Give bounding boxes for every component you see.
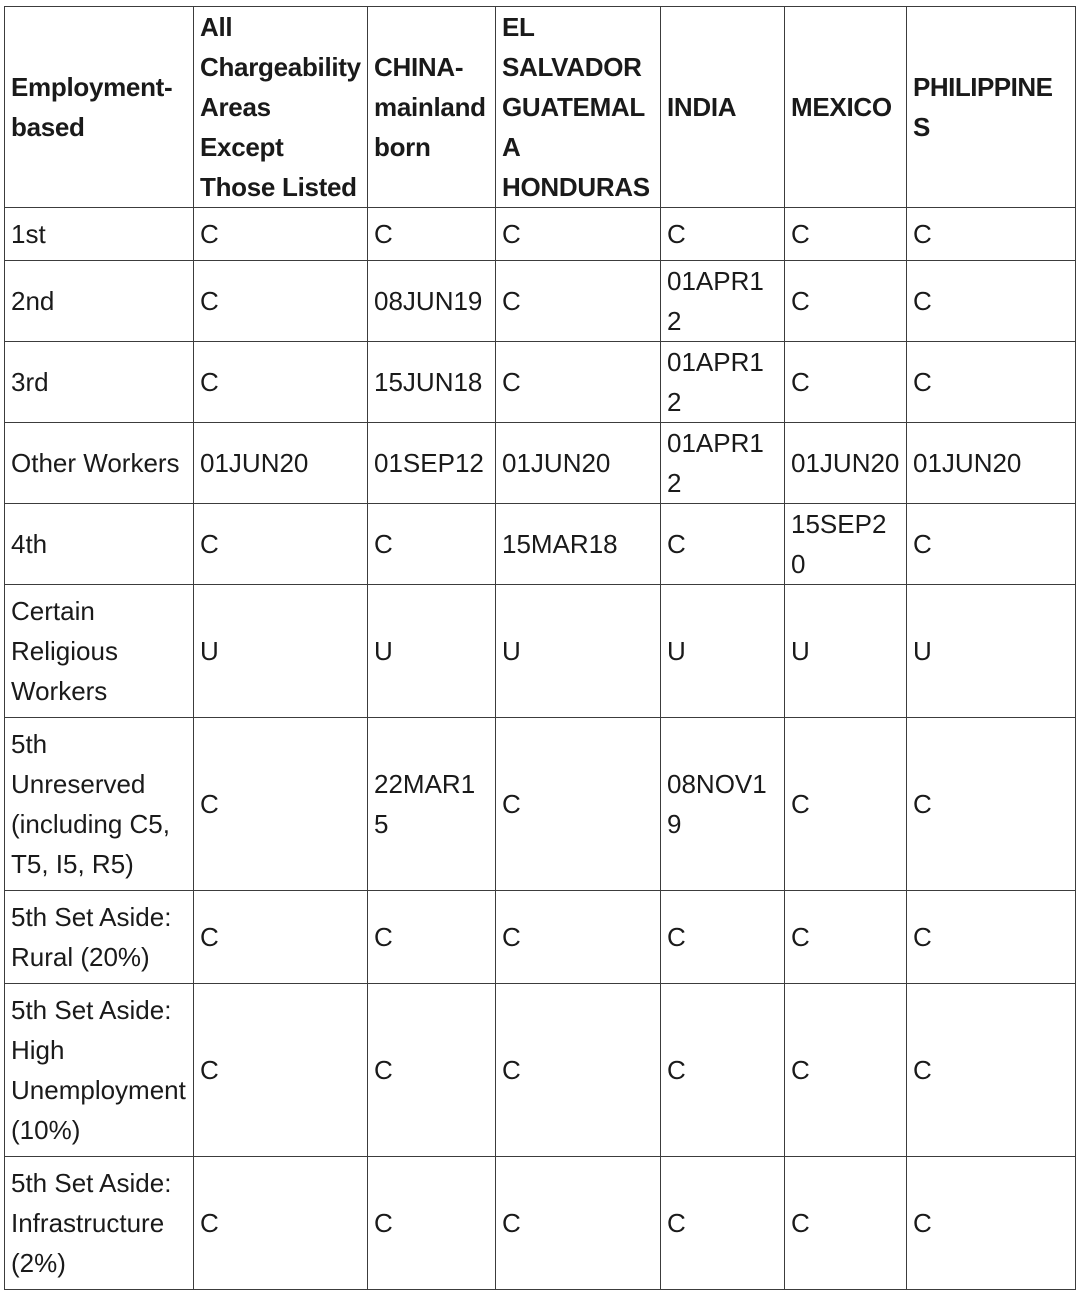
header-employment-based: Employment-based bbox=[5, 7, 194, 208]
table-cell: U bbox=[661, 585, 785, 718]
table-cell: C bbox=[194, 504, 368, 585]
visa-bulletin-table bbox=[4, 6, 1076, 1290]
table-cell: C bbox=[661, 1157, 785, 1290]
table-cell: C bbox=[496, 208, 661, 261]
table-cell: C bbox=[194, 208, 368, 261]
table-cell: C bbox=[907, 342, 1076, 423]
table-cell: 15MAR18 bbox=[496, 504, 661, 585]
table-cell: 01JUN20 bbox=[496, 423, 661, 504]
table-cell: C bbox=[496, 261, 661, 342]
header-mexico: MEXICO bbox=[785, 7, 907, 208]
table-cell: U bbox=[368, 585, 496, 718]
table-cell: C bbox=[785, 1157, 907, 1290]
header-row bbox=[5, 7, 1076, 208]
table-cell: C bbox=[194, 261, 368, 342]
table-cell: 08JUN19 bbox=[368, 261, 496, 342]
table-cell: C bbox=[496, 891, 661, 984]
table-row bbox=[5, 1157, 1076, 1290]
row-label: 5th Set Aside: High Unemployment (10%) bbox=[5, 984, 194, 1157]
table-cell: C bbox=[661, 984, 785, 1157]
table-cell: 15JUN18 bbox=[368, 342, 496, 423]
table-cell: 01APR12 bbox=[661, 342, 785, 423]
row-label: Certain Religious Workers bbox=[5, 585, 194, 718]
table-cell: C bbox=[194, 984, 368, 1157]
table-row bbox=[5, 423, 1076, 504]
table-cell: 01APR12 bbox=[661, 261, 785, 342]
row-label: 5th Set Aside: Infrastructure (2%) bbox=[5, 1157, 194, 1290]
table-cell: C bbox=[907, 718, 1076, 891]
table-cell: C bbox=[496, 1157, 661, 1290]
table-cell: C bbox=[194, 891, 368, 984]
table-cell: C bbox=[907, 891, 1076, 984]
table-row bbox=[5, 261, 1076, 342]
row-label: 2nd bbox=[5, 261, 194, 342]
header-india: INDIA bbox=[661, 7, 785, 208]
table-row bbox=[5, 208, 1076, 261]
table-cell: C bbox=[785, 261, 907, 342]
table-row bbox=[5, 984, 1076, 1157]
table-cell: C bbox=[785, 891, 907, 984]
table-cell: C bbox=[907, 984, 1076, 1157]
table-cell: U bbox=[496, 585, 661, 718]
row-label: 3rd bbox=[5, 342, 194, 423]
header-philippines: PHILIPPINES bbox=[907, 7, 1076, 208]
table-cell: C bbox=[194, 718, 368, 891]
table-row bbox=[5, 504, 1076, 585]
table-row bbox=[5, 891, 1076, 984]
table-cell: C bbox=[368, 504, 496, 585]
table-cell: U bbox=[785, 585, 907, 718]
table-cell: C bbox=[785, 718, 907, 891]
table-cell: 01JUN20 bbox=[785, 423, 907, 504]
table-cell: U bbox=[194, 585, 368, 718]
table-cell: C bbox=[907, 208, 1076, 261]
table-cell: C bbox=[368, 984, 496, 1157]
table-cell: C bbox=[496, 984, 661, 1157]
table-cell: C bbox=[785, 984, 907, 1157]
table-cell: C bbox=[661, 891, 785, 984]
table-cell: 01SEP12 bbox=[368, 423, 496, 504]
header-china: CHINA-mainland born bbox=[368, 7, 496, 208]
table-cell: C bbox=[496, 718, 661, 891]
table-cell: U bbox=[907, 585, 1076, 718]
header-all-chargeability: All Chargeability Areas Except Those Listed bbox=[194, 7, 368, 208]
table-cell: 01APR12 bbox=[661, 423, 785, 504]
row-label: 1st bbox=[5, 208, 194, 261]
table-cell: 22MAR15 bbox=[368, 718, 496, 891]
table-row bbox=[5, 718, 1076, 891]
table-cell: C bbox=[661, 504, 785, 585]
table-cell: 08NOV19 bbox=[661, 718, 785, 891]
table-row bbox=[5, 342, 1076, 423]
table-cell: C bbox=[907, 504, 1076, 585]
table-cell: 01JUN20 bbox=[194, 423, 368, 504]
table-cell: C bbox=[907, 1157, 1076, 1290]
table-row bbox=[5, 585, 1076, 718]
header-el-salvador: EL SALVADOR GUATEMALA HONDURAS bbox=[496, 7, 661, 208]
row-label: 5th Set Aside: Rural (20%) bbox=[5, 891, 194, 984]
row-label: Other Workers bbox=[5, 423, 194, 504]
table-cell: C bbox=[368, 208, 496, 261]
table-cell: 15SEP20 bbox=[785, 504, 907, 585]
table-cell: C bbox=[785, 208, 907, 261]
row-label: 5th Unreserved (including C5, T5, I5, R5) bbox=[5, 718, 194, 891]
table-cell: C bbox=[194, 1157, 368, 1290]
table-cell: C bbox=[661, 208, 785, 261]
table-cell: C bbox=[496, 342, 661, 423]
table-cell: C bbox=[194, 342, 368, 423]
table-cell: 01JUN20 bbox=[907, 423, 1076, 504]
table-cell: C bbox=[368, 891, 496, 984]
table-cell: C bbox=[368, 1157, 496, 1290]
row-label: 4th bbox=[5, 504, 194, 585]
table-cell: C bbox=[785, 342, 907, 423]
table-cell: C bbox=[907, 261, 1076, 342]
